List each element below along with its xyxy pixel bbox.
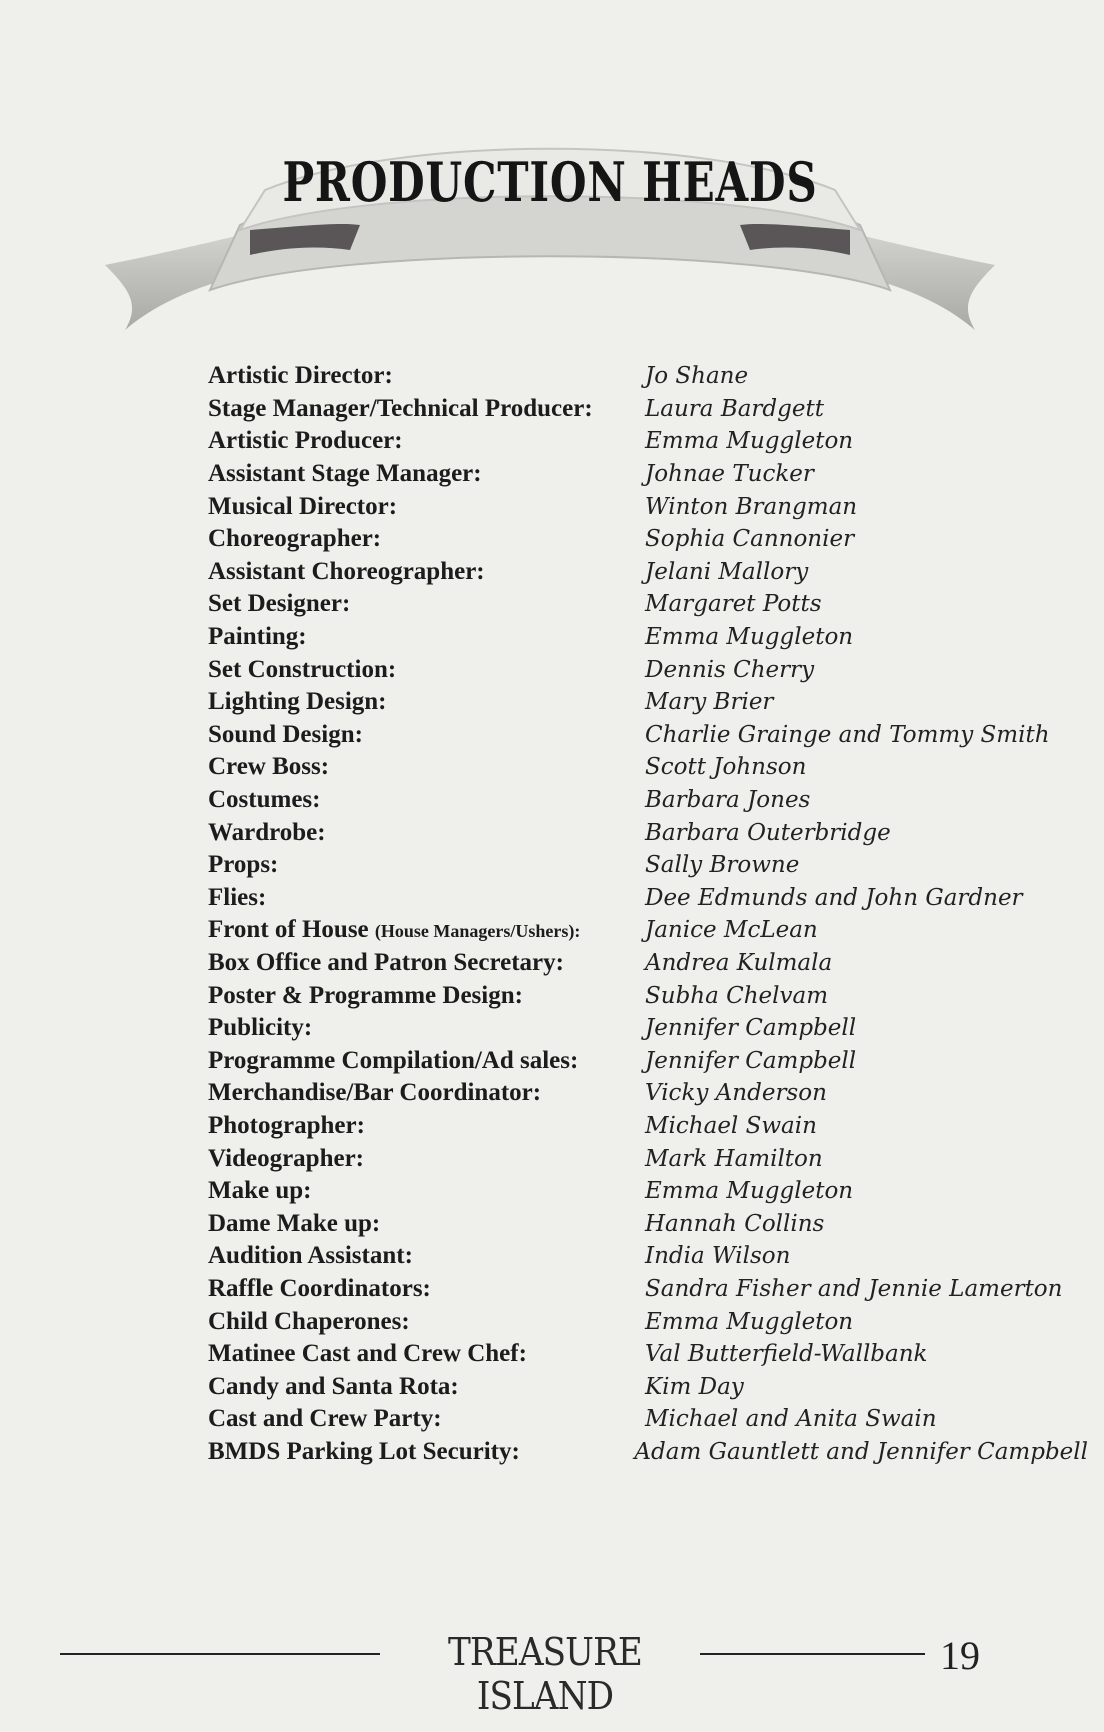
credit-role [208,1112,645,1140]
credit-role-text: Child Chaperones: [208,1307,410,1335]
credit-role-text: Crew Boss: [208,753,330,781]
credit-row [208,1305,1088,1338]
credit-name: Margaret Potts [645,591,822,618]
credit-row [208,523,1088,556]
footer-rule-right [700,1653,925,1655]
credit-role-text: Cast and Crew Party: [208,1405,442,1433]
credit-role-text: Sound Design: [208,720,363,748]
credit-row [208,621,1088,654]
credit-name: Hannah Collins [645,1210,825,1237]
credit-name: Michael Swain [645,1112,817,1139]
credit-row [208,425,1088,458]
credit-role [208,395,645,423]
credit-role-text: Publicity: [208,1014,313,1042]
credit-role-text: Dame Make up: [208,1209,381,1237]
credit-name: Andrea Kulmala [645,949,833,976]
credit-role [208,1340,645,1368]
credit-role [208,851,645,879]
credit-row [208,458,1088,491]
credit-row [208,1273,1088,1306]
credit-row [208,588,1088,621]
credit-name: Mary Brier [645,689,774,716]
credit-name: Jennifer Campbell [645,1015,857,1042]
credit-name: Mark Hamilton [645,1145,823,1172]
credit-role-text: Set Construction: [208,655,397,683]
credit-role-text: Musical Director: [208,492,398,520]
credit-role [208,688,645,716]
credit-name: Jo Shane [645,363,749,390]
credit-row [208,686,1088,719]
credit-name: Sally Browne [645,852,800,879]
credit-role [208,1177,645,1205]
credit-name: Vicky Anderson [645,1080,827,1107]
credit-row [208,653,1088,686]
credit-row [208,1370,1088,1403]
credit-role [208,1405,645,1433]
credit-row [208,490,1088,523]
credit-role [208,949,645,977]
credit-row [208,784,1088,817]
credit-role-text: Assistant Stage Manager: [208,460,482,488]
credit-role-text: Painting: [208,623,307,651]
credit-role [208,1275,645,1303]
credit-role-text: Lighting Design: [208,688,387,716]
credit-role [208,721,645,749]
title-banner [100,130,1000,370]
credit-role [208,1014,645,1042]
credit-name: Dee Edmunds and John Gardner [645,884,1023,911]
credit-name: Johnae Tucker [645,461,814,488]
credit-role-text: Merchandise/Bar Coordinator: [208,1079,542,1107]
credit-row [208,719,1088,752]
page-footer [60,1630,1040,1718]
credit-row [208,947,1088,980]
credit-role [208,362,645,390]
credit-name: Emma Muggleton [645,624,854,651]
credit-role-text: Photographer: [208,1111,365,1139]
credit-row [208,1012,1088,1045]
credit-role-text: Set Designer: [208,590,351,618]
credit-role [208,819,645,847]
credit-name: Sandra Fisher and Jennie Lamerton [645,1275,1063,1302]
credit-role [208,525,645,553]
credit-row [208,1207,1088,1240]
credit-role [208,590,645,618]
credit-role-text: BMDS Parking Lot Security: [208,1437,520,1465]
credit-name: Jennifer Campbell [645,1047,857,1074]
credit-name: Val Butterfield-Wallbank [645,1341,928,1368]
credit-role-text: Matinee Cast and Crew Chef: [208,1340,527,1368]
credit-role-text: Raffle Coordinators: [208,1274,431,1302]
credit-role-text: Assistant Choreographer: [208,557,485,585]
credit-role-text: Programme Compilation/Ad sales: [208,1046,579,1074]
credit-row [208,1338,1088,1371]
page-title: PRODUCTION HEADS [282,150,818,214]
credit-role-text: Choreographer: [208,525,382,553]
credit-role [208,1145,645,1173]
credit-row [208,849,1088,882]
credit-role [208,460,645,488]
credit-name: Emma Muggleton [645,428,854,455]
credit-row [208,1436,1088,1469]
credit-role [208,1210,645,1238]
credit-role [208,1079,645,1107]
credit-role-text: Audition Assistant: [208,1242,413,1270]
credit-role [208,786,645,814]
credit-name: India Wilson [645,1243,791,1270]
credit-role-text: Poster & Programme Design: [208,981,523,1009]
credit-row [208,1110,1088,1143]
credit-name: Charlie Grainge and Tommy Smith [645,721,1050,748]
credit-role-text: Wardrobe: [208,818,326,846]
credit-row [208,751,1088,784]
credit-name: Jelani Mallory [645,558,809,585]
page-number: 19 [940,1633,980,1678]
credit-name: Sophia Cannonier [645,526,855,553]
credit-role [208,982,645,1010]
footer-show-title: TREASURE ISLAND [447,1630,642,1718]
credit-role-note: (House Managers/Ushers): [374,921,581,942]
credit-row [208,1403,1088,1436]
credit-name: Dennis Cherry [645,656,815,683]
credits-list [208,360,1088,1468]
credit-name: Scott Johnson [645,754,807,781]
credit-row [208,1044,1088,1077]
footer-rule-left [60,1653,380,1655]
credit-role-text: Flies: [208,883,267,911]
credit-role [208,427,645,455]
credit-role [208,884,645,912]
credit-name: Barbara Jones [645,787,811,814]
credit-role [208,1242,645,1270]
credit-row [208,882,1088,915]
credit-role-text: Props: [208,851,279,879]
credit-role [208,1438,634,1466]
credit-row [208,360,1088,393]
credit-name: Barbara Outerbridge [645,819,891,846]
credit-row [208,393,1088,426]
credit-row [208,1175,1088,1208]
credit-role-text: Make up: [208,1177,312,1205]
credit-name: Emma Muggleton [645,1308,854,1335]
credit-name: Kim Day [645,1373,744,1400]
credit-name: Janice McLean [645,917,818,944]
credit-role-text: Box Office and Patron Secretary: [208,948,564,976]
credit-row [208,1142,1088,1175]
credit-row [208,1077,1088,1110]
credit-role-text: Artistic Producer: [208,427,403,455]
credit-role [208,916,645,944]
credit-row [208,914,1088,947]
credit-role [208,1308,645,1336]
credit-role-text: Videographer: [208,1144,364,1172]
credit-role [208,558,645,586]
credit-name: Michael and Anita Swain [645,1406,937,1433]
credit-name: Adam Gauntlett and Jennifer Campbell [634,1438,1088,1465]
credit-row [208,816,1088,849]
credit-row [208,979,1088,1012]
credit-role-text: Artistic Director: [208,362,393,390]
credit-role [208,493,645,521]
credit-name: Laura Bardgett [645,395,824,422]
credit-role-text: Front of House [208,916,369,944]
credit-name: Subha Chelvam [645,982,829,1009]
credit-name: Winton Brangman [645,493,858,520]
credit-role-text: Stage Manager/Technical Producer: [208,394,593,422]
credit-role-text: Candy and Santa Rota: [208,1372,459,1400]
credit-role [208,1373,645,1401]
credit-role [208,753,645,781]
credit-row [208,556,1088,589]
credit-role [208,656,645,684]
credit-role [208,1047,645,1075]
credit-role-text: Costumes: [208,786,321,814]
credit-row [208,1240,1088,1273]
credit-name: Emma Muggleton [645,1178,854,1205]
credit-role [208,623,645,651]
